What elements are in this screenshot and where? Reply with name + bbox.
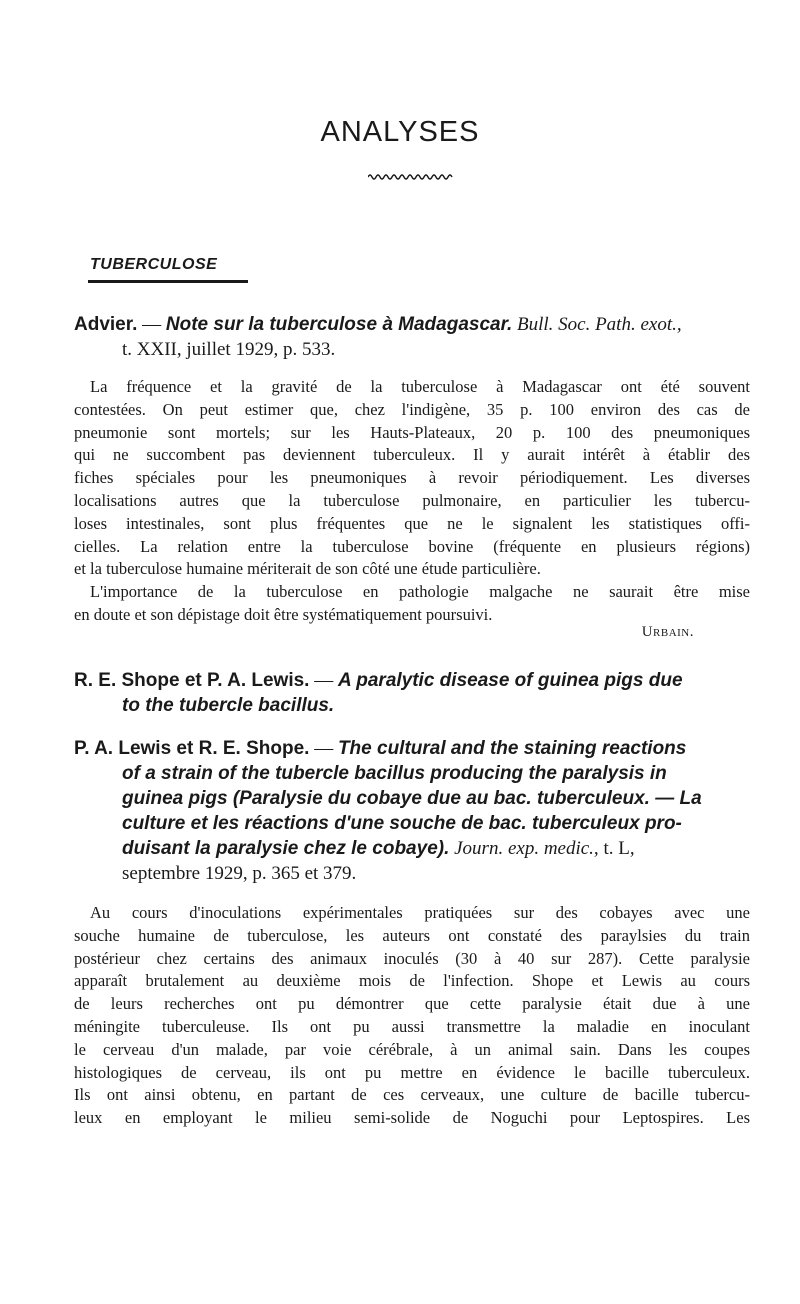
para2-line: apparaît brutalement au deuxième mois de l'infection. Shope et Lewis au cours [74,971,750,991]
entry2-authors: R. E. Shope et P. A. Lewis. [74,670,310,691]
entry1-citation: t. XXII, juillet 1929, p. 533. [122,339,336,360]
entry1-dash: — [137,314,166,335]
para1-line: qui ne succombent pas deviennent tuberculeux. Il y aurait intérêt à établir des [74,445,750,465]
entry3-citation: septembre 1929, p. 365 et 379. [122,863,357,884]
para2-line: le cerveau d'un malade, par voie cérébrale, à un animal sain. Dans les coupes [74,1039,750,1059]
para1-line: contestées. On peut estimer que, chez l'indigène, 35 p. 100 environ des cas de [74,399,750,419]
entry3-title-line: guinea pigs (Paralysie du cobaye due au bac. tuberculeux. — La [122,788,702,809]
para2-line: souche humaine de tuberculose, les auteurs ont constaté des paraylsies du train [74,925,750,945]
entry-lewis-shope [74,736,764,886]
entry2-title-cont: to the tubercle bacillus. [122,695,335,716]
para2-line: postérieur chez certains des animaux inoculés (30 à 40 sur 287). Cette paralysie [74,948,750,968]
para2-line: leux en employant le milieu semi-solide de Noguchi pour Leptospires. Les [74,1108,750,1128]
entry2-dash: — [309,670,338,691]
para1-line: fiches spéciales pour les pneumoniques à revoir périodiquement. Les diverses [74,468,750,488]
entry1-title: Note sur la tuberculose à Madagascar. [165,314,513,335]
section-underline [88,280,248,283]
entry-shope-lewis [74,668,764,718]
entry-advier [74,312,764,362]
para2-line: Ils ont ainsi obtenu, en partant de ces cerveaux, une culture de bacille tubercu- [74,1085,750,1105]
para2-line: Au cours d'inoculations expérimentales pratiquées sur des cobayes avec une [90,903,750,922]
entry1-author: Advier. [74,314,138,335]
entry3-title-line: of a strain of the tubercle bacillus producing the paralysis in [122,763,667,784]
paragraph-advier [74,376,750,627]
para2-line: de leurs recherches ont pu démontrer que cette paralysie était due à une [74,994,750,1014]
entry3-title-line: culture et les réactions d'une souche de bac. tuberculeux pro- [122,813,682,834]
entry3-volume: t. L, [598,838,635,859]
page-title: ANALYSES [320,116,480,148]
entry3-authors: P. A. Lewis et R. E. Shope. [74,738,310,759]
entry1-journal: Bull. Soc. Path. exot., [512,314,682,335]
para1-line: localisations autres que la tuberculose pulmonaire, en particulier les tubercu- [74,490,750,510]
paragraph-lewis-shope [74,902,750,1130]
para1-line: cielles. La relation entre la tuberculose bovine (fréquente en plusieurs régions) [74,536,750,556]
para1-line: en doute et son dépistage doit être systématiquement poursuivi. [74,604,493,624]
entry2-title: A paralytic disease of guinea pigs due [337,670,683,691]
para1-line: et la tuberculose humaine mériterait de son côté une étude particulière. [74,559,541,579]
para2-line: méningite tuberculeuse. Ils ont pu aussi transmettre la maladie en inoculant [74,1016,750,1036]
para1-line: loses intestinales, sont plus fréquentes que ne le signalent les statistiques offi- [74,513,750,533]
para1-line: pneumonie sont mortels; sur les Hauts-Plateaux, 20 p. 100 des pneumoniques [74,422,750,442]
para1-line: L'importance de la tuberculose en pathologie malgache ne saurait être mise [90,582,750,602]
para1-line: La fréquence et la gravité de la tuberculose à Madagascar ont été souvent [90,377,750,396]
section-heading: TUBERCULOSE [90,256,218,273]
entry3-title-end: duisant la paralysie chez le cobaye). [122,838,450,859]
entry3-journal: Journ. exp. medic., [449,838,599,859]
entry3-dash: — [309,738,338,759]
signature: Urbain. [641,624,694,640]
entry3-title: The cultural and the staining reactions [337,738,687,759]
wavy-ornament [368,172,454,182]
para2-line: histologiques de cerveau, ils ont pu mettre en évidence le bacille tuberculeux. [74,1062,750,1082]
